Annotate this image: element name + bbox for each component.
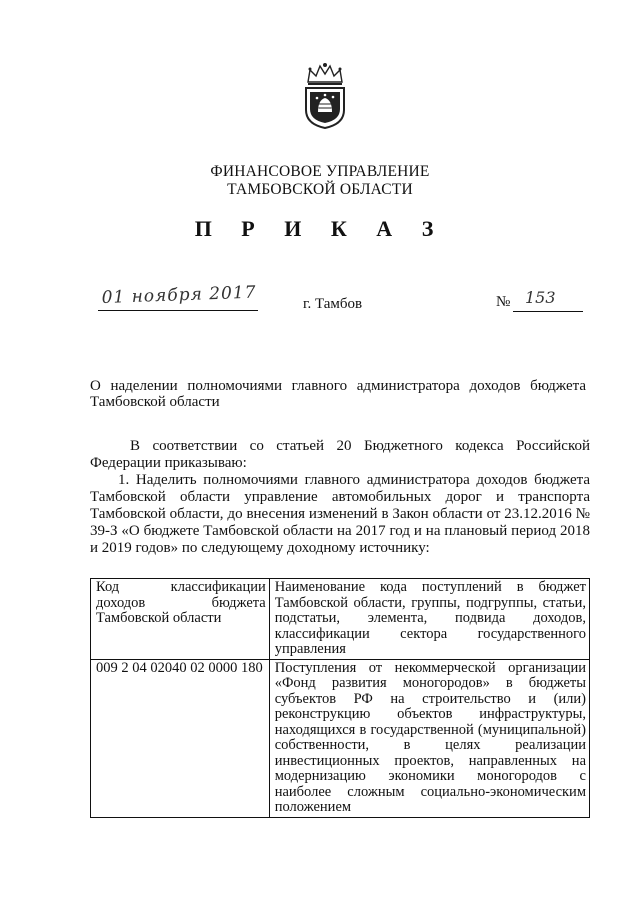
- table-header-row: [91, 579, 590, 660]
- table-header-name: Наименование кода поступлений в бюджет Тамбовской области, группы, подгруппы, статьи, подстатьи, элемента, подвида доходов, классификации сектора государственного управления: [269, 579, 589, 660]
- number-underline: [513, 310, 583, 312]
- paragraph-basis: В соответствии со статьей 20 Бюджетного кодекса Российской Федерации приказываю:: [90, 438, 590, 471]
- order-date: 01 ноября 2017: [101, 282, 257, 308]
- order-subject: О наделении полномочиями главного администратора доходов бюджета Тамбовской области: [90, 378, 586, 410]
- table-cell-code: 009 2 04 02040 02 0000 180: [91, 659, 270, 817]
- revenue-source-table: [90, 578, 590, 818]
- table-row: [91, 659, 590, 817]
- coat-of-arms-icon: [294, 60, 356, 130]
- order-number: 153: [525, 288, 556, 307]
- city-name: г. Тамбов: [303, 296, 363, 312]
- table-header-code: Код классификации доходов бюджета Тамбовской области: [91, 579, 270, 660]
- table-cell-name: Поступления от некоммерческой организации «Фонд развития моногородов» в бюджеты субъектов РФ на строительство и (или) реконструкцию объектов инфраструктуры, находящихся в государственной (муниципальной) собственности, в целях реализации инвестиционных проектов, направленных на модернизацию экономики моногородов с наиболее сложным социально-экономическим положением: [269, 659, 589, 817]
- paragraph-item-1: 1. Наделить полномочиями главного администратора доходов бюджета Тамбовской области управление автомобильных дорог и транспорта Тамбовской области, до внесения изменений в Закон области от 23.12.2016 № 39-З «О бюджете Тамбовской области на 2017 год и на плановый период 2018 и 2019 годов» по следующему доходному источнику:: [90, 472, 590, 556]
- org-name-line1: ФИНАНСОВОЕ УПРАВЛЕНИЕ: [210, 163, 430, 180]
- document-type-title: П Р И К А З: [194, 216, 446, 241]
- date-underline: [98, 309, 258, 311]
- number-sign: №: [496, 294, 511, 310]
- org-name-line2: ТАМБОВСКОЙ ОБЛАСТИ: [227, 181, 413, 198]
